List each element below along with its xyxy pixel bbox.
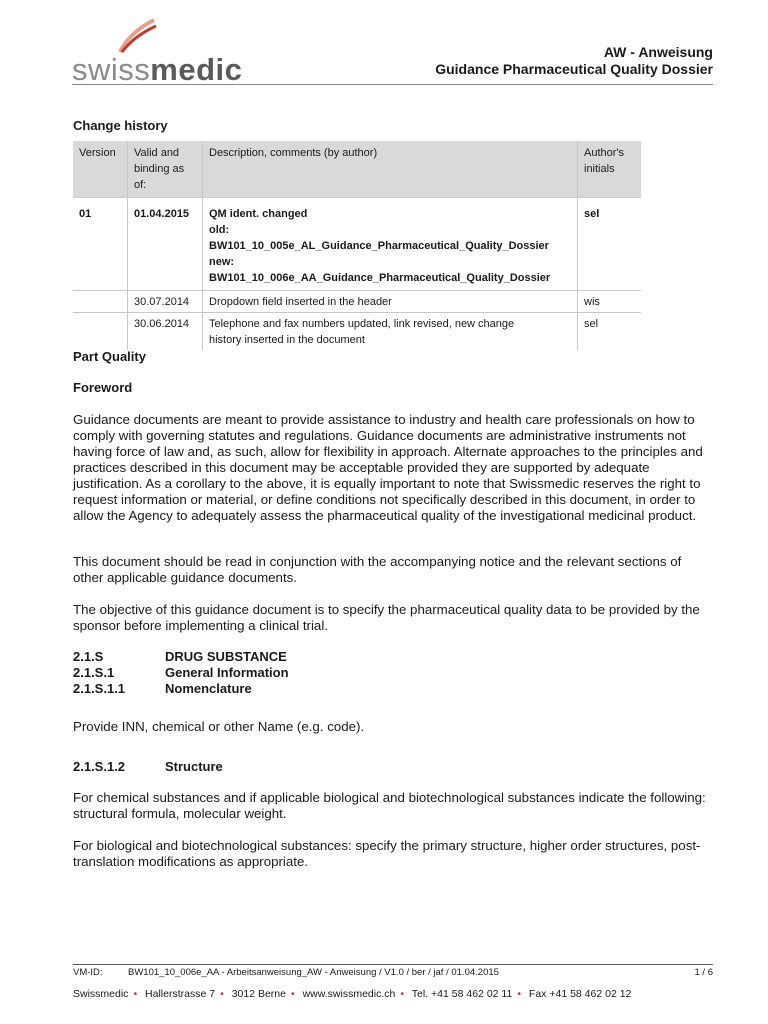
col-header-description: Description, comments (by author) [203, 141, 578, 198]
table-row [73, 291, 641, 313]
row-initials: wis [578, 291, 642, 313]
foreword-paragraph-2: This document should be read in conjunction with the accompanying notice and the relevant sections of other applicable guidance documents. [73, 554, 682, 585]
row-description: QM ident. changed old: BW101_10_005e_AL_Guidance_Pharmaceutical_Quality_Dossier new: BW101_10_006e_AA_Guidance_Pharmaceutical_Quality_Dossier [203, 198, 578, 291]
col-header-initials: Author's initials [578, 141, 642, 198]
part-quality-heading: Part Quality [73, 349, 146, 364]
change-history-table [73, 141, 641, 350]
row-version: 01 [73, 198, 128, 291]
foreword-paragraph-3: The objective of this guidance document is to specify the pharmaceutical quality data to be provided by the sponsor before implementing a clinical trial. [73, 602, 700, 633]
section-heading: 2.1.S DRUG SUBSTANCE [73, 649, 287, 664]
header-titles [435, 44, 713, 78]
row-date: 30.07.2014 [128, 291, 203, 313]
doc-title: Guidance Pharmaceutical Quality Dossier [435, 61, 713, 77]
footer-address: Swissmedic • Hallerstrasse 7 • 3012 Berne • www.swissmedic.ch • Tel. +41 58 462 02 11 • Fax +41 58 462 02 12 [73, 988, 632, 1000]
table-row [73, 198, 641, 291]
row-initials: sel [578, 313, 642, 351]
swissmedic-logo [72, 18, 262, 88]
row-description: Dropdown field inserted in the header [203, 291, 578, 313]
section-heading: 2.1.S.1 General Information [73, 665, 289, 680]
structure-paragraph-1: For chemical substances and if applicable biological and biotechnological substances indicate the following: structural formula, molecular weight. [73, 790, 706, 821]
table-row [73, 313, 641, 351]
foreword-heading: Foreword [73, 380, 133, 395]
foreword-paragraph-1: Guidance documents are meant to provide assistance to industry and health care professionals on how to comply with governing statutes and regulations. Guidance documents are administrative instruments not having force of law and, as such, allow for flexibility in approach. Alternate approaches to the principles and practices described in this document may be acceptable provided they are supported by adequate justification. As a corollary to the above, it is equally important to note that Swissmedic reserves the right to request information or material, or define conditions not specifically described in this document, in order to allow the Agency to adequately assess the pharmaceutical quality of the investigational medicinal product. [73, 412, 703, 523]
structure-paragraph-2: For biological and biotechnological substances: specify the primary structure, higher order structures, post-translation modifications as appropriate. [73, 838, 701, 869]
page-number: 1 / 6 [694, 967, 713, 978]
row-date: 01.04.2015 [128, 198, 203, 291]
row-version [73, 291, 128, 313]
nomenclature-text: Provide INN, chemical or other Name (e.g. code). [73, 719, 365, 734]
structure-heading: 2.1.S.1.2 Structure [73, 759, 223, 774]
change-history-heading: Change history [73, 118, 168, 133]
col-header-version: Version [73, 141, 128, 198]
section-heading: 2.1.S.1.1 Nomenclature [73, 681, 252, 696]
row-version [73, 313, 128, 351]
row-date: 30.06.2014 [128, 313, 203, 351]
header-divider [72, 84, 713, 85]
website-link[interactable]: www.swissmedic.ch [302, 988, 396, 1000]
doc-type: AW - Anweisung [603, 44, 713, 60]
col-header-valid: Valid and binding as of: [128, 141, 203, 198]
footer-vm-id: VM-ID: BW101_10_006e_AA - Arbeitsanweisung_AW - Anweisung / V1.0 / ber / jaf / 01.04.2015 1 / 6 [73, 964, 713, 978]
logo-swoosh-icon [116, 18, 160, 54]
logo-text: swissmedic [72, 52, 243, 87]
row-initials: sel [578, 198, 642, 291]
row-description: Telephone and fax numbers updated, link revised, new change history inserted in the document [203, 313, 578, 351]
